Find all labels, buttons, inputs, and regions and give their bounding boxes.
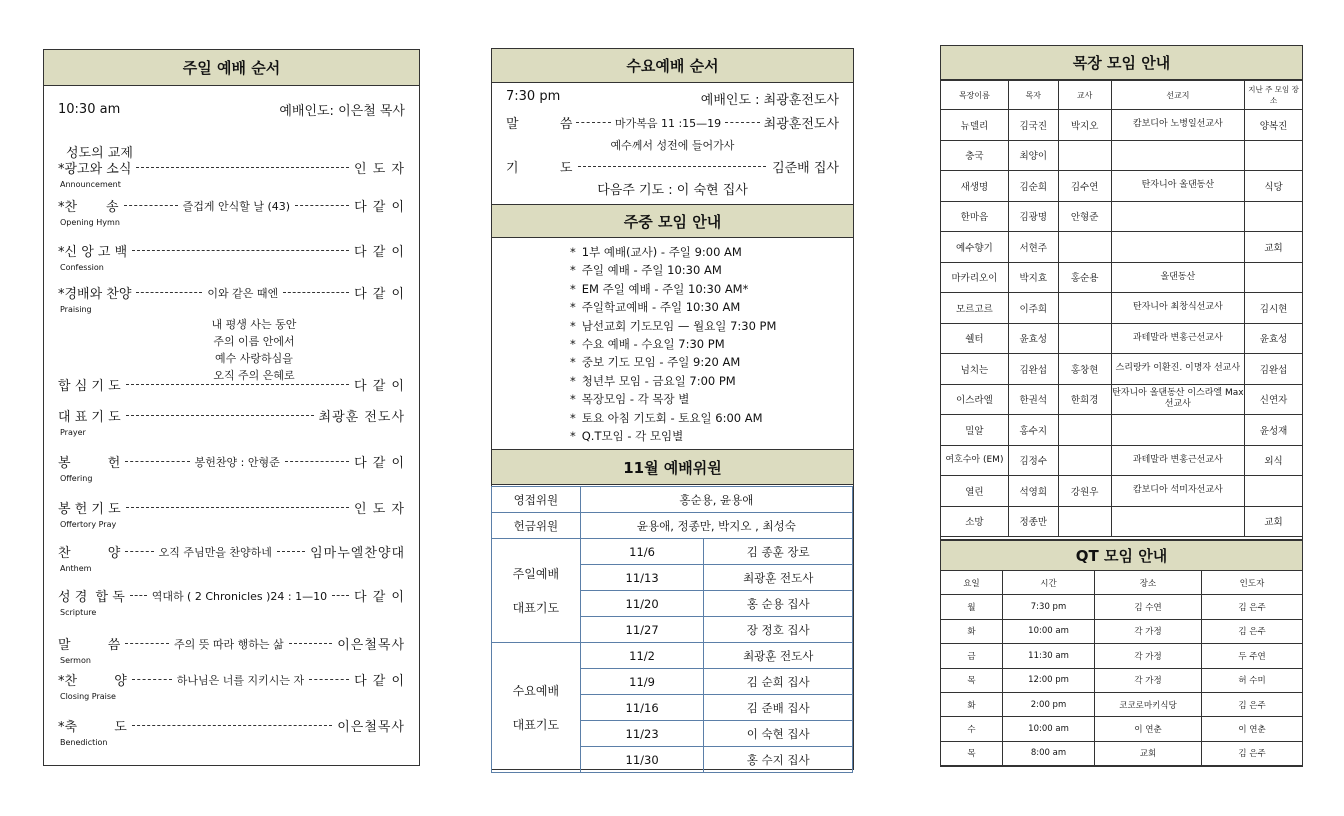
table-cell bbox=[1245, 140, 1303, 171]
service-item-line bbox=[58, 406, 405, 425]
praise-line: 예수 사랑하심을 bbox=[215, 352, 293, 365]
service-item-title: *찬 양 bbox=[58, 674, 127, 689]
service-item bbox=[58, 452, 405, 483]
table-row bbox=[941, 445, 1303, 476]
service-item bbox=[58, 586, 405, 617]
service-item-title: *축 도 bbox=[58, 720, 127, 735]
dotted-leader bbox=[309, 679, 349, 680]
table-cell: 이 연춘 bbox=[1202, 717, 1303, 741]
table-cell: 정종만 bbox=[1008, 506, 1058, 537]
prayer-date: 11/27 bbox=[580, 617, 704, 643]
dotted-leader bbox=[295, 205, 349, 206]
weekly-item: * 목장모임 - 각 목장 별 bbox=[570, 390, 776, 408]
praise-line: 오직 주의 은혜로 bbox=[213, 369, 295, 382]
table-cell: 목 bbox=[941, 741, 1003, 765]
wednesday-panel bbox=[491, 48, 854, 770]
weekly-item: * 청년부 모임 - 금요일 7:00 PM bbox=[570, 372, 776, 390]
table-row bbox=[492, 539, 853, 565]
service-item-english: Announcement bbox=[60, 180, 121, 189]
table-cell: 김시현 bbox=[1245, 293, 1303, 324]
table-cell: 뉴델리 bbox=[941, 110, 1009, 141]
table-cell: 쉘터 bbox=[941, 323, 1009, 354]
weekly-item: * 수요 예배 - 수요일 7:30 PM bbox=[570, 335, 776, 353]
sunday-prayer-label bbox=[492, 539, 581, 643]
table-header-row bbox=[941, 571, 1303, 595]
greeters-names: 홍순용, 윤용애 bbox=[580, 487, 852, 513]
table-cell: 식당 bbox=[1245, 171, 1303, 202]
sunday-service-title: 주일 예배 순서 bbox=[44, 50, 419, 86]
dotted-leader bbox=[125, 643, 169, 644]
weekly-item: * 토요 아침 기도회 - 토요일 6:00 AM bbox=[570, 409, 776, 427]
table-cell: 한권석 bbox=[1008, 384, 1058, 415]
table-cell: 밀알 bbox=[941, 415, 1009, 446]
prayer-name: 홍 수지 집사 bbox=[704, 747, 853, 773]
service-item-title: 봉 헌 bbox=[58, 456, 121, 471]
prayer-person: 김준배 집사 bbox=[772, 161, 839, 176]
table-row bbox=[941, 201, 1303, 232]
table-cell: 최양이 bbox=[1008, 140, 1058, 171]
prayer-name: 홍 순용 집사 bbox=[704, 591, 853, 617]
table-cell: 교회 bbox=[1245, 506, 1303, 537]
table-cell: 강원우 bbox=[1058, 476, 1111, 507]
service-item-person: 다 같 이 bbox=[354, 200, 406, 215]
service-time-row bbox=[58, 100, 405, 119]
column-header: 요일 bbox=[941, 571, 1003, 595]
dotted-leader bbox=[136, 292, 202, 293]
service-item-detail: 이와 같은 때엔 bbox=[207, 286, 279, 300]
service-item bbox=[58, 634, 405, 665]
dotted-leader bbox=[132, 250, 349, 251]
table-cell: 김 수연 bbox=[1095, 595, 1202, 619]
table-cell: 새생명 bbox=[941, 171, 1009, 202]
offering-label: 헌금위원 bbox=[492, 513, 581, 539]
table-cell: 과테말라 변홍근선교사 bbox=[1111, 323, 1245, 354]
table-cell: 10:00 am bbox=[1003, 619, 1095, 643]
table-cell: 탄자니아 최창식선교사 bbox=[1111, 293, 1245, 324]
service-item-detail: 즐겁게 안식할 날 (43) bbox=[182, 199, 291, 213]
table-cell: 코코로마키식당 bbox=[1095, 692, 1202, 716]
service-item-person: 다 같 이 bbox=[354, 287, 406, 302]
weekly-item: * Q.T모임 - 각 모임별 bbox=[570, 427, 776, 445]
dotted-leader bbox=[126, 415, 314, 416]
table-cell: 목 bbox=[941, 668, 1003, 692]
table-cell: 김완섭 bbox=[1008, 354, 1058, 385]
table-cell bbox=[1058, 293, 1111, 324]
prayer-label: 기 도 bbox=[506, 161, 573, 176]
service-item-line bbox=[58, 498, 405, 517]
table-row bbox=[941, 232, 1303, 263]
table-cell bbox=[1058, 232, 1111, 263]
prayer-date: 11/13 bbox=[580, 565, 704, 591]
qt-table bbox=[940, 570, 1303, 766]
table-cell: 화 bbox=[941, 619, 1003, 643]
table-header-row bbox=[941, 81, 1303, 110]
table-cell: 소망 bbox=[941, 506, 1009, 537]
service-item bbox=[58, 241, 405, 272]
table-cell: 박지효 bbox=[1008, 262, 1058, 293]
table-cell: 화 bbox=[941, 692, 1003, 716]
service-item bbox=[58, 406, 405, 437]
service-item-line bbox=[58, 716, 405, 735]
weekly-meetings-list bbox=[570, 243, 776, 445]
weekly-item: * 1부 예배(교사) - 주일 9:00 AM bbox=[570, 243, 776, 261]
sermon-speaker: 최광훈전도사 bbox=[763, 117, 840, 132]
dotted-leader bbox=[130, 595, 147, 596]
prayer-name: 최광훈 전도사 bbox=[704, 565, 853, 591]
table-row bbox=[941, 354, 1303, 385]
table-cell: 스리랑카 이환진. 이명자 선교사 bbox=[1111, 354, 1245, 385]
service-item bbox=[58, 716, 405, 747]
wed-prayer-row bbox=[506, 157, 839, 176]
cell-group-panel bbox=[940, 45, 1303, 540]
table-cell: 금 bbox=[941, 644, 1003, 668]
table-row bbox=[941, 140, 1303, 171]
table-cell: 김광명 bbox=[1008, 201, 1058, 232]
prayer-date: 11/30 bbox=[580, 747, 704, 773]
table-cell: 윤효성 bbox=[1245, 323, 1303, 354]
table-cell: 11:30 am bbox=[1003, 644, 1095, 668]
column-header: 선교지 bbox=[1111, 81, 1245, 110]
table-cell bbox=[1058, 140, 1111, 171]
table-cell: 허 수미 bbox=[1202, 668, 1303, 692]
table-cell: 김 은주 bbox=[1202, 595, 1303, 619]
service-item-person: 임마누엘찬양대 bbox=[310, 546, 406, 561]
column-header: 목자 bbox=[1008, 81, 1058, 110]
service-item-person: 이은철목사 bbox=[337, 638, 406, 653]
table-cell: 이스라엘 bbox=[941, 384, 1009, 415]
table-cell bbox=[1111, 201, 1245, 232]
dotted-leader bbox=[126, 384, 349, 385]
service-item-line bbox=[58, 196, 405, 215]
service-item-person: 인 도 자 bbox=[354, 162, 405, 177]
service-item-line bbox=[58, 241, 405, 260]
prayer-name: 김 준배 집사 bbox=[704, 695, 853, 721]
column-header: 시간 bbox=[1003, 571, 1095, 595]
table-row bbox=[492, 513, 853, 539]
service-item-line bbox=[58, 586, 405, 605]
table-cell: 윤성재 bbox=[1245, 415, 1303, 446]
service-item-english: Closing Praise bbox=[60, 692, 116, 701]
table-row bbox=[941, 171, 1303, 202]
praise-song-list bbox=[184, 316, 324, 384]
sermon-label: 말 씀 bbox=[506, 117, 573, 132]
table-cell: 8:00 am bbox=[1003, 741, 1095, 765]
prayer-date: 11/20 bbox=[580, 591, 704, 617]
table-row bbox=[941, 384, 1303, 415]
service-item-english: Benediction bbox=[60, 738, 108, 747]
service-item-english: Anthem bbox=[60, 564, 92, 573]
table-cell: 넘치는 bbox=[941, 354, 1009, 385]
table-cell: 2:00 pm bbox=[1003, 692, 1095, 716]
table-cell bbox=[1058, 415, 1111, 446]
table-cell: 한마음 bbox=[941, 201, 1009, 232]
service-item-english: Confession bbox=[60, 263, 104, 272]
wed-label-line: 대표기도 bbox=[512, 717, 560, 732]
service-item-line bbox=[58, 634, 405, 653]
table-cell: 예수향기 bbox=[941, 232, 1009, 263]
table-row bbox=[941, 619, 1303, 643]
table-cell: 김 은주 bbox=[1202, 692, 1303, 716]
service-item-english: Prayer bbox=[60, 428, 86, 437]
qt-panel bbox=[940, 540, 1303, 767]
service-item-line bbox=[58, 452, 405, 471]
service-item-line bbox=[58, 542, 405, 561]
column-header: 교사 bbox=[1058, 81, 1111, 110]
table-cell: 탄자니아 올댄동산 이스라엘 Max 선교사 bbox=[1111, 384, 1245, 415]
service-item-title: 찬 양 bbox=[58, 546, 121, 561]
dotted-leader bbox=[277, 551, 305, 552]
dotted-leader bbox=[125, 551, 153, 552]
cell-group-title: 목장 모임 안내 bbox=[941, 46, 1302, 80]
wed-label-line: 수요예배 bbox=[512, 683, 560, 698]
table-cell: 김완섭 bbox=[1245, 354, 1303, 385]
table-cell: 모르고르 bbox=[941, 293, 1009, 324]
sunday-service-order-panel bbox=[43, 49, 420, 766]
service-item-english: Sermon bbox=[60, 656, 91, 665]
dotted-leader bbox=[132, 725, 332, 726]
table-cell: 마카리오이 bbox=[941, 262, 1009, 293]
service-time: 10:30 am bbox=[58, 102, 121, 117]
table-cell bbox=[1245, 262, 1303, 293]
table-cell: 이 연춘 bbox=[1095, 717, 1202, 741]
service-item-english: Scripture bbox=[60, 608, 97, 617]
table-cell: 여호수아 (EM) bbox=[941, 445, 1009, 476]
weekly-item: * 주일학교예배 - 주일 10:30 AM bbox=[570, 298, 776, 316]
dotted-leader bbox=[285, 461, 349, 462]
table-cell: 김 은주 bbox=[1202, 741, 1303, 765]
service-item-line bbox=[58, 283, 405, 302]
service-item bbox=[58, 196, 405, 227]
table-cell: 서현주 bbox=[1008, 232, 1058, 263]
service-item-title: *광고와 소식 bbox=[58, 162, 132, 177]
weekly-item: * 중보 기도 모임 - 주일 9:20 AM bbox=[570, 353, 776, 371]
table-cell: 교회 bbox=[1245, 232, 1303, 263]
table-cell: 이주희 bbox=[1008, 293, 1058, 324]
table-cell: 박지오 bbox=[1058, 110, 1111, 141]
table-cell: 캄보디아 석미자선교사 bbox=[1111, 476, 1245, 507]
service-item-english: Offertory Pray bbox=[60, 520, 117, 529]
service-item-title: 성 경 합 독 bbox=[58, 590, 125, 605]
service-item-title: 말 씀 bbox=[58, 638, 121, 653]
weekly-item: * 주일 예배 - 주일 10:30 AM bbox=[570, 261, 776, 279]
service-item-english: Praising bbox=[60, 305, 92, 314]
service-item bbox=[58, 670, 405, 701]
table-cell bbox=[1058, 323, 1111, 354]
table-cell: 올댄동산 bbox=[1111, 262, 1245, 293]
service-item-title: *찬 송 bbox=[58, 200, 119, 215]
table-cell: 김국진 bbox=[1008, 110, 1058, 141]
service-item-person: 다 같 이 bbox=[354, 245, 405, 260]
prayer-date: 11/9 bbox=[580, 669, 704, 695]
table-cell: 윤효성 bbox=[1008, 323, 1058, 354]
offering-names: 윤용애, 정종만, 박지오 , 최성숙 bbox=[580, 513, 852, 539]
table-cell: 두 주연 bbox=[1202, 644, 1303, 668]
service-item-person: 인 도 자 bbox=[354, 502, 405, 517]
wed-sermon-row bbox=[506, 113, 839, 132]
service-item-detail: 하나님은 너를 지키시는 자 bbox=[176, 673, 305, 687]
table-cell: 안형준 bbox=[1058, 201, 1111, 232]
committee-title: 11월 예배위원 bbox=[492, 449, 853, 485]
table-cell: 캄보디아 노병일선교사 bbox=[1111, 110, 1245, 141]
table-cell: 외식 bbox=[1245, 445, 1303, 476]
table-cell: 수 bbox=[941, 717, 1003, 741]
table-cell bbox=[1245, 201, 1303, 232]
table-cell: 탄자니아 올댄동산 bbox=[1111, 171, 1245, 202]
wed-prayer-label bbox=[492, 643, 581, 773]
prayer-date: 11/6 bbox=[580, 539, 704, 565]
table-cell: 신연자 bbox=[1245, 384, 1303, 415]
prayer-date: 11/23 bbox=[580, 721, 704, 747]
table-row bbox=[941, 415, 1303, 446]
dotted-leader bbox=[289, 643, 333, 644]
table-cell bbox=[1111, 140, 1245, 171]
committee-table bbox=[491, 486, 853, 773]
service-item bbox=[58, 158, 405, 189]
cell-group-table bbox=[940, 80, 1303, 537]
table-cell bbox=[1058, 506, 1111, 537]
praise-line: 내 평생 사는 동안 bbox=[211, 318, 297, 331]
service-item-title: 대 표 기 도 bbox=[58, 410, 121, 425]
prayer-name: 장 정호 집사 bbox=[704, 617, 853, 643]
column-header: 목장이름 bbox=[941, 81, 1009, 110]
greeters-label: 영접위원 bbox=[492, 487, 581, 513]
table-cell: 월 bbox=[941, 595, 1003, 619]
service-item-person: 다 같 이 bbox=[354, 456, 406, 471]
weekly-item: * 남선교회 기도모임 — 월요일 7:30 PM bbox=[570, 317, 776, 335]
prayer-date: 11/2 bbox=[580, 643, 704, 669]
sunday-label-line: 대표기도 bbox=[512, 600, 560, 615]
weekly-item: * EM 주일 예배 - 주일 10:30 AM* bbox=[570, 280, 776, 298]
table-cell: 석영희 bbox=[1008, 476, 1058, 507]
table-cell: 각 가정 bbox=[1095, 668, 1202, 692]
service-item-line bbox=[58, 158, 405, 177]
table-row bbox=[941, 476, 1303, 507]
service-item-detail: 주의 뜻 따라 행하는 삶 bbox=[173, 637, 284, 651]
service-item-title: *신 앙 고 백 bbox=[58, 245, 128, 260]
column-header: 인도자 bbox=[1202, 571, 1303, 595]
table-cell: 한희경 bbox=[1058, 384, 1111, 415]
table-cell: 교회 bbox=[1095, 741, 1202, 765]
table-row bbox=[941, 323, 1303, 354]
weekly-meetings-title: 주중 모임 안내 bbox=[492, 204, 853, 238]
service-item-english: Opening Hymn bbox=[60, 218, 120, 227]
table-row bbox=[941, 692, 1303, 716]
service-item-english: Offering bbox=[60, 474, 93, 483]
table-cell: 김수연 bbox=[1058, 171, 1111, 202]
service-item-detail: 오직 주님만을 찬양하네 bbox=[158, 545, 272, 559]
table-row bbox=[941, 506, 1303, 537]
service-leader: 예배인도: 이은철 목사 bbox=[279, 104, 405, 119]
dotted-leader bbox=[124, 205, 178, 206]
next-prayer: 다음주 기도 : 이 숙현 집사 bbox=[597, 183, 748, 198]
table-cell: 양복진 bbox=[1245, 110, 1303, 141]
dotted-leader bbox=[126, 507, 349, 508]
prayer-date: 11/16 bbox=[580, 695, 704, 721]
table-row bbox=[941, 741, 1303, 765]
table-row bbox=[941, 644, 1303, 668]
table-row bbox=[941, 262, 1303, 293]
prayer-name: 김 순희 집사 bbox=[704, 669, 853, 695]
table-cell: 과테말라 변홍근선교사 bbox=[1111, 445, 1245, 476]
table-cell: 열린 bbox=[941, 476, 1009, 507]
sermon-topic: 예수께서 성전에 들어가사 bbox=[610, 139, 735, 152]
table-cell: 7:30 pm bbox=[1003, 595, 1095, 619]
sunday-label-line: 주일예배 bbox=[512, 566, 560, 581]
table-cell bbox=[1111, 415, 1245, 446]
table-cell: 홍순용 bbox=[1058, 262, 1111, 293]
service-item-person: 이은철목사 bbox=[337, 720, 405, 735]
column-header: 지난 주 모임 장소 bbox=[1245, 81, 1303, 110]
dotted-leader bbox=[283, 292, 349, 293]
service-item-detail: 봉헌찬양 : 안형준 bbox=[194, 455, 280, 469]
dotted-leader bbox=[332, 595, 349, 596]
table-row bbox=[941, 717, 1303, 741]
prayer-name: 김 종훈 장로 bbox=[704, 539, 853, 565]
sermon-reference: 마가복음 11 :15—19 bbox=[614, 116, 722, 130]
wednesday-service-title: 수요예배 순서 bbox=[492, 49, 853, 83]
service-item bbox=[58, 283, 405, 314]
dotted-leader bbox=[132, 679, 172, 680]
service-item-detail: 역대하 ( 2 Chronicles )24 : 1—10 bbox=[151, 589, 328, 603]
table-row bbox=[492, 487, 853, 513]
table-cell bbox=[1058, 445, 1111, 476]
prayer-name: 이 숙현 집사 bbox=[704, 721, 853, 747]
table-row bbox=[941, 110, 1303, 141]
table-cell: 홍수지 bbox=[1008, 415, 1058, 446]
wed-time: 7:30 pm bbox=[506, 89, 561, 104]
service-item bbox=[58, 498, 405, 529]
dotted-leader bbox=[125, 461, 189, 462]
service-item-title: 합 심 기 도 bbox=[58, 379, 121, 394]
service-item-person: 다 같 이 bbox=[354, 379, 405, 394]
table-cell: 김순희 bbox=[1008, 171, 1058, 202]
service-item-title: *경배와 찬양 bbox=[58, 287, 132, 302]
table-cell bbox=[1111, 232, 1245, 263]
praise-line: 주의 이름 안에서 bbox=[213, 335, 295, 348]
table-cell: 충국 bbox=[941, 140, 1009, 171]
table-row bbox=[941, 668, 1303, 692]
table-cell: 10:00 am bbox=[1003, 717, 1095, 741]
table-row bbox=[941, 595, 1303, 619]
wed-leader: 예배인도 : 최광훈전도사 bbox=[700, 93, 839, 108]
dotted-leader bbox=[136, 167, 349, 168]
table-row bbox=[941, 293, 1303, 324]
table-cell bbox=[1245, 476, 1303, 507]
table-cell: 12:00 pm bbox=[1003, 668, 1095, 692]
table-cell bbox=[1111, 506, 1245, 537]
table-cell: 각 가정 bbox=[1095, 619, 1202, 643]
service-item-person: 다 같 이 bbox=[354, 674, 406, 689]
qt-title: QT 모임 안내 bbox=[941, 541, 1302, 571]
service-item-title: 봉 헌 기 도 bbox=[58, 502, 121, 517]
table-cell: 홍창현 bbox=[1058, 354, 1111, 385]
table-cell: 김정수 bbox=[1008, 445, 1058, 476]
service-item bbox=[58, 542, 405, 573]
table-cell: 각 가정 bbox=[1095, 644, 1202, 668]
service-item-person: 최광훈 전도사 bbox=[318, 410, 405, 425]
service-item-person: 다 같 이 bbox=[354, 590, 405, 605]
column-header: 장소 bbox=[1095, 571, 1202, 595]
prayer-name: 최광훈 전도사 bbox=[704, 643, 853, 669]
fellowship-text: 성도의 교제 bbox=[66, 146, 133, 161]
table-row bbox=[492, 643, 853, 669]
table-cell: 김 은주 bbox=[1202, 619, 1303, 643]
service-item-line bbox=[58, 670, 405, 689]
